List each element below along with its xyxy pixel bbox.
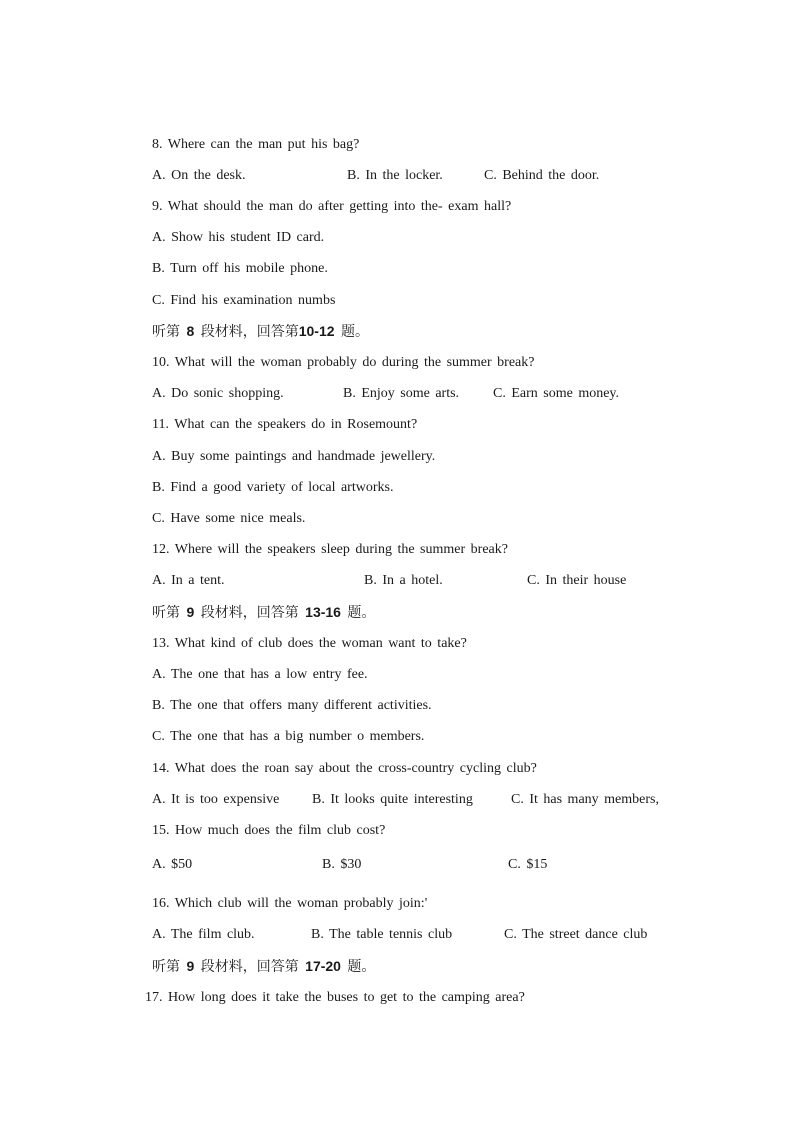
q15-option-c: C. $15 [508, 857, 548, 872]
section-heading-range: 17-20 [305, 958, 341, 974]
q16-option-a: A. The film club. [152, 927, 255, 942]
q12-option-a: A. In a tent. [152, 573, 225, 588]
section-heading-middle: 段材料，回答第 [194, 605, 306, 621]
section-heading-range: 10-12 [298, 323, 335, 339]
question-12: 12. Where will the speakers sleep during the summer break? [152, 542, 508, 557]
q12-option-c: C. In their house [527, 573, 627, 588]
q10-option-c: C. Earn some money. [493, 386, 620, 401]
section-heading-prefix: 听第 [152, 605, 187, 621]
q10-option-b: B. Enjoy some arts. [343, 386, 460, 401]
q15-option-a: A. $50 [152, 857, 193, 872]
section-heading-number: 9 [186, 604, 195, 620]
question-14: 14. What does the roan say about the cross-country cycling club? [152, 761, 537, 776]
question-15: 15. How much does the film club cost? [152, 823, 386, 838]
q13-option-b: B. The one that offers many different activities. [152, 698, 432, 713]
question-17: 17. How long does it take the buses to get to the camping area? [145, 990, 525, 1005]
section-heading-range: 13-16 [305, 604, 341, 620]
q11-option-c: C. Have some nice meals. [152, 511, 306, 526]
question-9: 9. What should the man do after getting into the- exam hall? [152, 199, 512, 214]
q9-option-b: B. Turn off his mobile phone. [152, 261, 328, 276]
section-heading-suffix: 题。 [340, 605, 376, 621]
section-heading-middle: 段材料，回答第 [194, 959, 306, 975]
q14-option-c: C. It has many members, [511, 792, 659, 807]
section-heading-suffix: 题。 [340, 959, 376, 975]
section-heading-middle: 段材料，回答第 [194, 324, 299, 340]
question-16: 16. Which club will the woman probably join:' [152, 896, 428, 911]
q9-option-c: C. Find his examination numbs [152, 293, 336, 308]
question-11: 11. What can the speakers do in Rosemount? [152, 417, 418, 432]
q11-option-b: B. Find a good variety of local artworks. [152, 480, 394, 495]
question-8: 8. Where can the man put his bag? [152, 137, 360, 152]
q13-option-a: A. The one that has a low entry fee. [152, 667, 368, 682]
q8-option-b: B. In the locker. [347, 168, 443, 183]
question-13: 13. What kind of club does the woman want to take? [152, 636, 467, 651]
q16-option-b: B. The table tennis club [311, 927, 453, 942]
q12-option-b: B. In a hotel. [364, 573, 443, 588]
q11-option-a: A. Buy some paintings and handmade jewellery. [152, 449, 436, 464]
question-10: 10. What will the woman probably do during the summer break? [152, 355, 535, 370]
section-heading-9b [152, 957, 375, 976]
q8-option-a: A. On the desk. [152, 168, 246, 183]
q14-option-a: A. It is too expensive [152, 792, 280, 807]
q9-option-a: A. Show his student ID card. [152, 230, 325, 245]
section-heading-9a [152, 603, 375, 622]
q8-option-c: C. Behind the door. [484, 168, 600, 183]
q14-option-b: B. It looks quite interesting [312, 792, 473, 807]
section-heading-8 [152, 322, 369, 341]
section-heading-prefix: 听第 [152, 324, 187, 340]
q13-option-c: C. The one that has a big number o members. [152, 729, 425, 744]
q10-option-a: A. Do sonic shopping. [152, 386, 284, 401]
section-heading-number: 8 [186, 323, 195, 339]
section-heading-suffix: 题。 [334, 324, 369, 340]
q16-option-c: C. The street dance club [504, 927, 648, 942]
section-heading-prefix: 听第 [152, 959, 187, 975]
section-heading-number: 9 [186, 958, 195, 974]
q15-option-b: B. $30 [322, 857, 362, 872]
